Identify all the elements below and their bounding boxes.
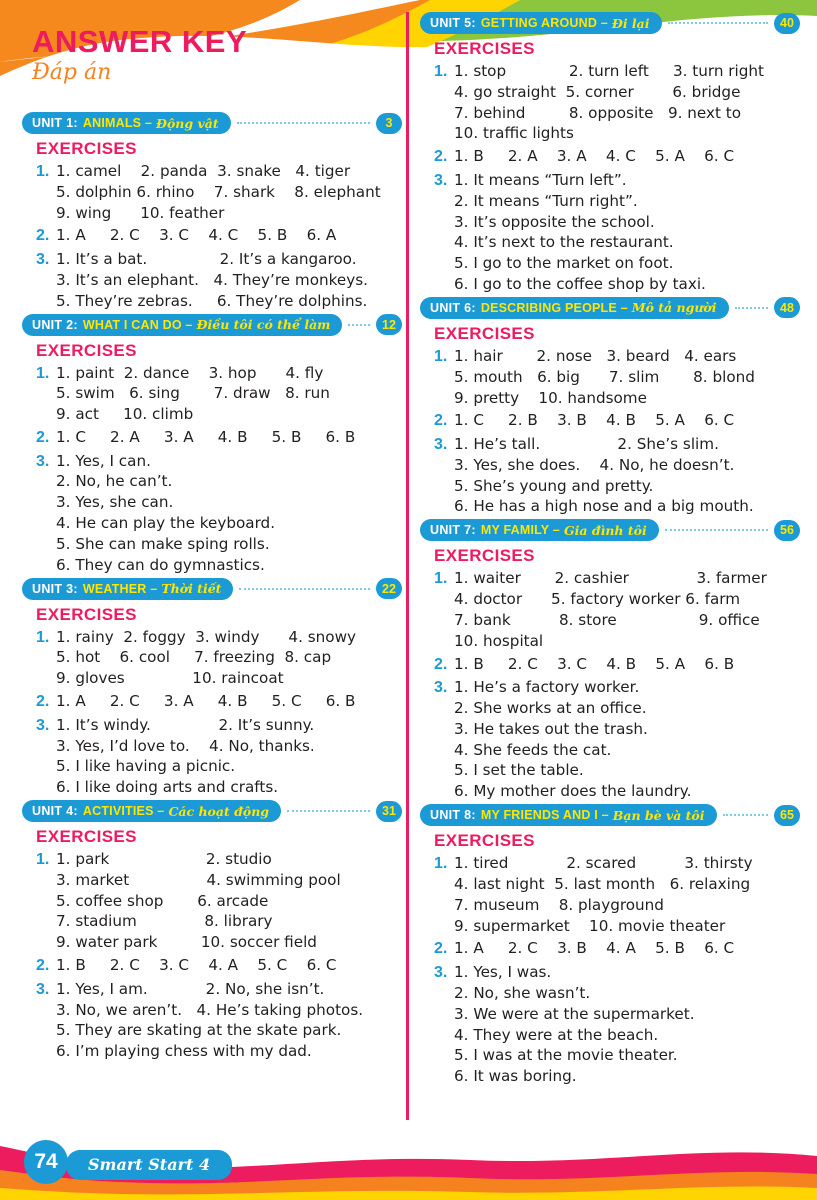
unit-title-vi-8: Bạn bè và tôi — [612, 807, 705, 823]
exercises-heading-4: EXERCISES — [36, 827, 137, 846]
answer-line: 5. I set the table. — [454, 761, 584, 780]
exercise-answers — [56, 225, 402, 247]
book-title-badge: Smart Start 4 — [66, 1150, 232, 1180]
answer-line: 1. C 2. A 3. A 4. B 5. B 6. B — [56, 428, 356, 447]
exercise-number: 3. — [434, 435, 448, 453]
unit-pill-4 — [22, 800, 281, 822]
answer-line: 1. A 2. C 3. C 4. C 5. B 6. A — [56, 226, 337, 245]
answer-line: 1. B 2. C 3. C 4. A 5. C 6. C — [56, 956, 337, 975]
exercise-7-3 — [434, 677, 800, 802]
answer-line: 1. stop 2. turn left 3. turn right — [454, 62, 764, 80]
unit-label-4: UNIT 4: — [32, 804, 78, 818]
exercise-answers — [56, 249, 402, 311]
answer-line: 5. dolphin 6. rhino 7. shark 8. elephant — [56, 182, 381, 201]
answer-line: 7. stadium 8. library — [56, 912, 273, 931]
answer-line: 9. wing 10. feather — [56, 203, 225, 222]
unit-label-1: UNIT 1: — [32, 116, 78, 130]
answer-line: 5. I like having a picnic. — [56, 757, 236, 776]
exercise-number: 1. — [434, 347, 448, 365]
exercise-number: 2. — [434, 655, 448, 673]
exercise-answers — [56, 627, 402, 689]
unit-dots-7 — [665, 529, 768, 531]
column-divider — [406, 12, 409, 1120]
unit-title-vi-3: Thời tiết — [161, 581, 222, 597]
answer-line: 7. behind 8. opposite 9. next to — [454, 103, 741, 122]
answer-line: 7. bank 8. store 9. office — [454, 610, 760, 629]
exercise-number: 1. — [434, 63, 448, 80]
answer-line: 2. No, he can’t. — [56, 472, 173, 491]
exercise-3-2 — [36, 691, 402, 713]
exercise-answers — [454, 677, 800, 802]
answer-line: 5. swim 6. sing 7. draw 8. run — [56, 384, 330, 403]
answer-line: 5. I was at the movie theater. — [454, 1046, 678, 1065]
answer-line: 3. Yes, she does. 4. No, he doesn’t. — [454, 455, 735, 474]
exercise-number: 3. — [36, 980, 50, 998]
exercise-answers — [454, 410, 800, 432]
unit-label-2: UNIT 2: — [32, 317, 78, 332]
exercise-number: 1. — [36, 628, 50, 646]
unit-title-vi-6: Mô tả người — [631, 300, 717, 316]
exercise-answers — [56, 427, 402, 449]
exercise-number: 2. — [36, 957, 50, 975]
answer-line: 9. act 10. climb — [56, 405, 194, 424]
answer-line: 4. He can play the keyboard. — [56, 514, 276, 533]
exercise-answers — [454, 962, 800, 1087]
answer-line: 9. supermarket 10. movie theater — [454, 916, 726, 935]
exercise-answers — [56, 691, 402, 713]
answer-line: 5. They are skating at the skate park. — [56, 1021, 342, 1040]
answer-line: 5. I go to the market on foot. — [454, 254, 674, 273]
exercise-answers — [56, 451, 402, 576]
unit-title-8: MY FRIENDS AND I – — [480, 808, 609, 823]
answer-line: 1. A 2. C 3. B 4. A 5. B 6. C — [454, 939, 735, 958]
answer-line: 4. go straight 5. corner 6. bridge — [454, 82, 741, 101]
exercises-heading-2: EXERCISES — [36, 340, 137, 360]
unit-title-4: ACTIVITIES – — [82, 804, 165, 818]
unit-page-1: 3 — [376, 113, 402, 134]
exercise-number: 2. — [434, 148, 448, 166]
unit-pill-2 — [22, 314, 342, 336]
exercises-heading-6: EXERCISES — [434, 323, 535, 343]
exercise-5-1 — [434, 61, 800, 144]
exercise-number: 3. — [434, 679, 448, 697]
answer-line: 2. She works at an office. — [454, 699, 647, 717]
unit-label-6: UNIT 6: — [430, 300, 476, 315]
exercise-answers — [56, 363, 402, 425]
answer-line: 1. C 2. B 3. B 4. B 5. A 6. C — [454, 411, 735, 430]
unit-block-5 — [420, 12, 800, 295]
unit-pill-1 — [22, 112, 231, 134]
exercises-heading-5: EXERCISES — [434, 39, 535, 58]
answer-line: 5. mouth 6. big 7. slim 8. blond — [454, 367, 755, 386]
exercise-number: 3. — [36, 251, 50, 269]
exercise-answers — [56, 955, 402, 977]
exercises-heading-7: EXERCISES — [434, 546, 535, 566]
unit-label-7: UNIT 7: — [430, 523, 476, 538]
unit-block-7 — [420, 519, 800, 802]
exercise-number: 1. — [36, 364, 50, 382]
page-title-vi: Đáp án — [32, 60, 112, 85]
unit-dots-1 — [237, 122, 370, 124]
exercise-answers — [454, 61, 800, 144]
answer-line: 4. doctor 5. factory worker 6. farm — [454, 590, 741, 609]
exercise-number: 1. — [36, 851, 50, 868]
unit-pill-7 — [420, 519, 659, 541]
exercise-1-2 — [36, 225, 402, 247]
exercise-answers — [454, 938, 800, 960]
unit-block-6 — [420, 297, 800, 517]
exercise-answers — [454, 170, 800, 295]
unit-header-5[interactable] — [420, 12, 800, 34]
answer-line: 5. She can make sping rolls. — [56, 534, 270, 553]
unit-dots-4 — [287, 810, 370, 812]
unit-header-7[interactable] — [420, 519, 800, 541]
answer-line: 1. B 2. A 3. A 4. C 5. A 6. C — [454, 147, 735, 166]
exercise-4-1 — [36, 849, 402, 953]
unit-header-8[interactable] — [420, 804, 800, 826]
answer-line: 9. water park 10. soccer field — [56, 933, 317, 952]
unit-pill-8 — [420, 804, 717, 826]
unit-block-2 — [22, 314, 402, 576]
unit-dots-6 — [735, 307, 768, 309]
exercise-1-3 — [36, 249, 402, 311]
unit-block-8 — [420, 804, 800, 1087]
answer-line: 1. Yes, I can. — [56, 451, 151, 470]
answer-line: 4. She feeds the cat. — [454, 740, 612, 759]
exercises-heading-3: EXERCISES — [36, 604, 137, 624]
answer-line: 4. last night 5. last month 6. relaxing — [454, 874, 751, 893]
answer-line: 6. I’m playing chess with my dad. — [56, 1042, 312, 1061]
answer-line: 5. coffee shop 6. arcade — [56, 891, 269, 910]
unit-title-2: WHAT I CAN DO – — [82, 317, 193, 332]
unit-label-3: UNIT 3: — [32, 581, 78, 596]
unit-page-4: 31 — [376, 801, 402, 822]
exercise-7-1 — [434, 568, 800, 651]
answer-line: 1. It’s windy. 2. It’s sunny. — [56, 715, 315, 734]
exercise-6-2 — [434, 410, 800, 432]
unit-header-4[interactable] — [22, 800, 402, 822]
unit-page-3: 22 — [376, 578, 402, 599]
answer-line: 6. I like doing arts and crafts. — [56, 778, 279, 797]
unit-page-2: 12 — [376, 314, 402, 335]
exercise-3-3 — [36, 715, 402, 798]
exercise-answers — [454, 346, 800, 408]
answer-line: 6. He has a high nose and a big mouth. — [454, 497, 754, 516]
answer-line: 1. B 2. C 3. C 4. B 5. A 6. B — [454, 654, 735, 673]
exercise-number: 3. — [434, 171, 448, 189]
exercise-answers — [454, 654, 800, 676]
answer-line: 1. Yes, I was. — [454, 963, 552, 982]
unit-title-vi-2: Điều tôi có thể làm — [196, 317, 331, 333]
exercise-2-3 — [36, 451, 402, 576]
unit-page-8: 65 — [774, 805, 800, 826]
exercise-6-1 — [434, 346, 800, 408]
unit-page-6: 48 — [774, 297, 800, 318]
answer-line: 10. hospital — [454, 631, 544, 650]
answer-line: 3. We were at the supermarket. — [454, 1004, 695, 1023]
exercise-answers — [454, 568, 800, 651]
exercise-number: 2. — [36, 693, 50, 711]
exercise-8-2 — [434, 938, 800, 960]
answer-line: 9. gloves 10. raincoat — [56, 669, 284, 688]
unit-title-3: WEATHER – — [82, 581, 158, 596]
unit-pill-5 — [420, 12, 662, 34]
exercise-8-3 — [434, 962, 800, 1087]
exercise-answers — [56, 979, 402, 1062]
unit-title-vi-5: Đi lại — [611, 15, 650, 31]
exercise-number: 3. — [434, 964, 448, 982]
exercise-number: 1. — [434, 855, 448, 873]
exercise-1-1 — [36, 161, 402, 223]
exercise-6-3 — [434, 434, 800, 517]
answer-line: 5. They’re zebras. 6. They’re dolphins. — [56, 291, 368, 310]
unit-header-1[interactable] — [22, 112, 402, 134]
answer-line: 6. My mother does the laundry. — [454, 782, 692, 801]
answer-line: 1. A 2. C 3. A 4. B 5. C 6. B — [56, 692, 356, 711]
answer-line: 3. Yes, she can. — [56, 493, 174, 512]
exercise-3-1 — [36, 627, 402, 689]
answer-line: 5. She’s young and pretty. — [454, 476, 654, 495]
exercises-heading-1: EXERCISES — [36, 139, 137, 158]
exercise-answers — [454, 434, 800, 517]
answer-line: 1. It’s a bat. 2. It’s a kangaroo. — [56, 250, 357, 269]
unit-title-7: MY FAMILY – — [480, 523, 560, 538]
exercise-answers — [56, 161, 402, 223]
answer-line: 2. It means “Turn right”. — [454, 191, 638, 210]
unit-dots-8 — [723, 814, 768, 816]
right-column — [420, 12, 800, 1089]
answer-line: 1. tired 2. scared 3. thirsty — [454, 854, 753, 873]
unit-header-2[interactable] — [22, 314, 402, 336]
exercise-number: 2. — [434, 940, 448, 958]
unit-title-5: GETTING AROUND – — [480, 16, 608, 30]
unit-block-1 — [22, 112, 402, 312]
exercise-8-1 — [434, 853, 800, 936]
exercise-answers — [454, 146, 800, 168]
exercise-number: 3. — [36, 716, 50, 734]
exercise-4-2 — [36, 955, 402, 977]
unit-title-6: DESCRIBING PEOPLE – — [480, 300, 628, 315]
exercise-number: 1. — [36, 163, 50, 180]
exercise-number: 1. — [434, 570, 448, 588]
exercise-number: 3. — [36, 452, 50, 470]
exercise-2-2 — [36, 427, 402, 449]
answer-line: 1. paint 2. dance 3. hop 4. fly — [56, 363, 324, 382]
left-column — [22, 112, 402, 1064]
exercise-7-2 — [434, 654, 800, 676]
unit-block-4 — [22, 800, 402, 1062]
unit-title-vi-4: Các hoạt động — [168, 803, 270, 819]
exercise-number: 2. — [36, 429, 50, 447]
unit-page-7: 56 — [774, 520, 800, 541]
answer-line: 1. He’s a factory worker. — [454, 678, 640, 697]
page-title — [32, 26, 247, 88]
exercise-2-1 — [36, 363, 402, 425]
answer-line: 6. It was boring. — [454, 1067, 577, 1086]
unit-block-3 — [22, 578, 402, 798]
unit-label-8: UNIT 8: — [430, 808, 476, 823]
answer-line: 1. He’s tall. 2. She’s slim. — [454, 434, 719, 453]
exercise-answers — [454, 853, 800, 936]
answer-line: 1. hair 2. nose 3. beard 4. ears — [454, 346, 737, 365]
answer-line: 1. It means “Turn left”. — [454, 170, 627, 189]
unit-header-6[interactable] — [420, 297, 800, 319]
exercise-number: 2. — [36, 227, 50, 245]
unit-page-5: 40 — [774, 13, 800, 34]
answer-line: 1. park 2. studio — [56, 850, 272, 868]
answer-line: 9. pretty 10. handsome — [454, 388, 647, 407]
exercise-answers — [56, 849, 402, 953]
exercise-4-3 — [36, 979, 402, 1062]
unit-dots-3 — [239, 588, 370, 590]
answer-line: 6. They can do gymnastics. — [56, 555, 265, 574]
exercises-heading-8: EXERCISES — [434, 831, 535, 851]
unit-dots-2 — [348, 324, 370, 326]
answer-line: 2. No, she wasn’t. — [454, 983, 591, 1002]
unit-title-vi-1: Động vật — [156, 115, 219, 131]
exercise-5-3 — [434, 170, 800, 295]
answer-line: 3. market 4. swimming pool — [56, 870, 341, 889]
answer-line: 6. I go to the coffee shop by taxi. — [454, 275, 706, 294]
answer-line: 3. It’s opposite the school. — [454, 212, 655, 231]
unit-title-1: ANIMALS – — [82, 116, 153, 130]
unit-pill-6 — [420, 297, 729, 319]
answer-line: 4. It’s next to the restaurant. — [454, 233, 674, 252]
unit-label-5: UNIT 5: — [430, 16, 476, 30]
page-title-en: ANSWER KEY — [32, 24, 248, 59]
answer-line: 10. traffic lights — [454, 124, 574, 143]
exercise-number: 2. — [434, 412, 448, 430]
unit-pill-3 — [22, 578, 233, 600]
answer-line: 3. Yes, I’d love to. 4. No, thanks. — [56, 736, 315, 755]
answer-line: 4. They were at the beach. — [454, 1025, 659, 1044]
unit-title-vi-7: Gia đình tôi — [563, 522, 647, 538]
exercise-5-2 — [434, 146, 800, 168]
answer-line: 5. hot 6. cool 7. freezing 8. cap — [56, 648, 332, 667]
answer-line: 1. waiter 2. cashier 3. farmer — [454, 569, 767, 588]
page-number: 74 — [24, 1140, 68, 1184]
answer-line: 3. No, we aren’t. 4. He’s taking photos. — [56, 1000, 364, 1019]
answer-line: 1. Yes, I am. 2. No, she isn’t. — [56, 979, 325, 998]
answer-line: 3. He takes out the trash. — [454, 719, 648, 738]
unit-header-3[interactable] — [22, 578, 402, 600]
answer-line: 7. museum 8. playground — [454, 895, 664, 914]
exercise-answers — [56, 715, 402, 798]
unit-dots-5 — [668, 22, 768, 24]
answer-line: 3. It’s an elephant. 4. They’re monkeys. — [56, 270, 368, 289]
answer-line: 1. rainy 2. foggy 3. windy 4. snowy — [56, 627, 356, 646]
answer-line: 1. camel 2. panda 3. snake 4. tiger — [56, 162, 351, 180]
